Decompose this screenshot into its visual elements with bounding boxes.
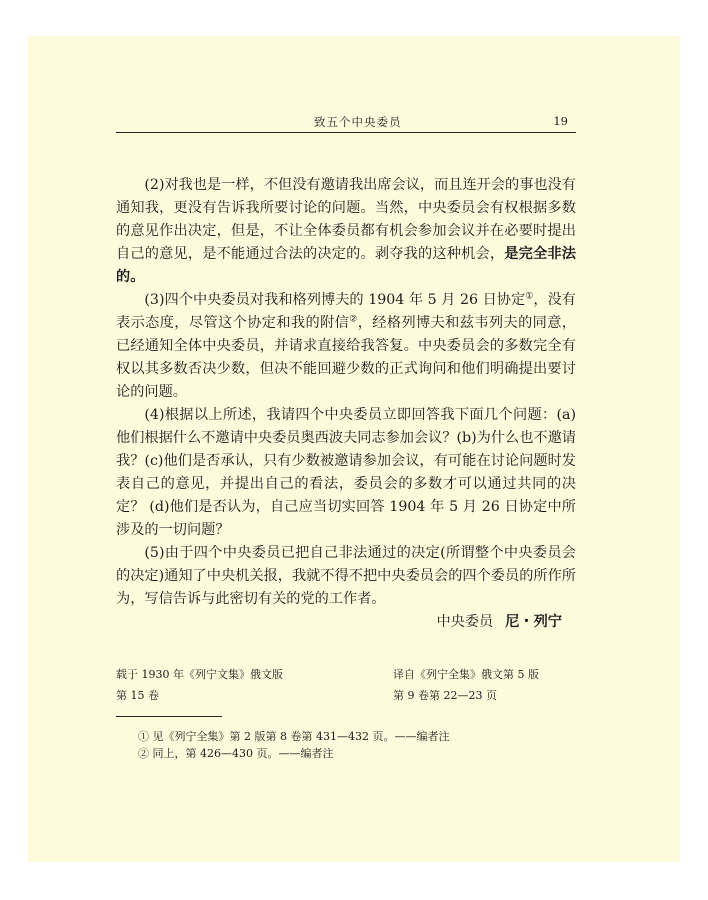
footnote-ref-2[interactable]: ② bbox=[349, 314, 358, 325]
emphasis-text: 是完全非法的。 bbox=[116, 246, 576, 285]
footnote-divider bbox=[116, 716, 222, 717]
running-title: 致五个中央委员 bbox=[314, 115, 402, 129]
running-header bbox=[116, 112, 576, 133]
footnote-1: ① 见《列宁全集》第 2 版第 8 卷第 431—432 页。——编者注 bbox=[138, 730, 450, 743]
signature-role: 中央委员 bbox=[436, 614, 494, 630]
source-translation: 译自《列宁全集》俄文第 5 版 第 9 卷第 22—23 页 bbox=[393, 668, 539, 702]
footnote-2: ② 同上，第 426—430 页。——编者注 bbox=[138, 747, 334, 760]
signature bbox=[116, 611, 576, 634]
source-original: 载于 1930 年《列宁文集》俄文版 第 15 卷 bbox=[116, 668, 283, 702]
paragraph-2: (2)对我也是一样，不但没有邀请我出席会议，而且连开会的事也没有通知我，更没有告诉我所要讨论的问题。当然，中央委员会有权根据多数的意见作出决定，但是，不让全体委员都有机会参加会议并在必要时提出自己的意见，是不能通过合法的决定的。剥夺我的这种机会，是完全非法的。 bbox=[116, 177, 576, 285]
signature-name: 尼・列宁 bbox=[505, 614, 562, 630]
footnotes bbox=[138, 728, 449, 762]
paragraph-5: (5)由于四个中央委员已把自己非法通过的决定(所谓整个中央委员会的决定)通知了中央机关报，我就不得不把中央委员会的四个委员的所作所为，写信告诉与此密切有关的党的工作者。 bbox=[116, 545, 576, 607]
paragraph-3: (3)四个中央委员对我和格列博夫的 1904 年 5 月 26 日协定①，没有表示态度，尽管这个协定和我的附信②，经格列博夫和兹韦列夫的同意，已经通知全体中央委员，并请求直接给我答复。中央委员会的多数完全有权以其多数否决少数，但决不能回避少数的正式询问和他们明确提出要讨论的问题。 bbox=[116, 291, 576, 400]
letter-body bbox=[116, 174, 576, 634]
page-number: 19 bbox=[553, 114, 568, 128]
footnote-ref-1[interactable]: ① bbox=[525, 291, 534, 302]
paragraph-4: (4)根据以上所述，我请四个中央委员立即回答我下面几个问题：(a)他们根据什么不邀请中央委员奥西波夫同志参加会议？(b)为什么也不邀请我？(c)他们是否承认，只有少数被邀请参加会议，有可能在讨论问题时发表自己的意见，并提出自己的看法，委员会的多数才可以通过共同的决定？ (d)他们是否认为，自己应当切实回答 1904 年 5 月 26 日协定中所涉及的一切问题？ bbox=[116, 407, 576, 538]
